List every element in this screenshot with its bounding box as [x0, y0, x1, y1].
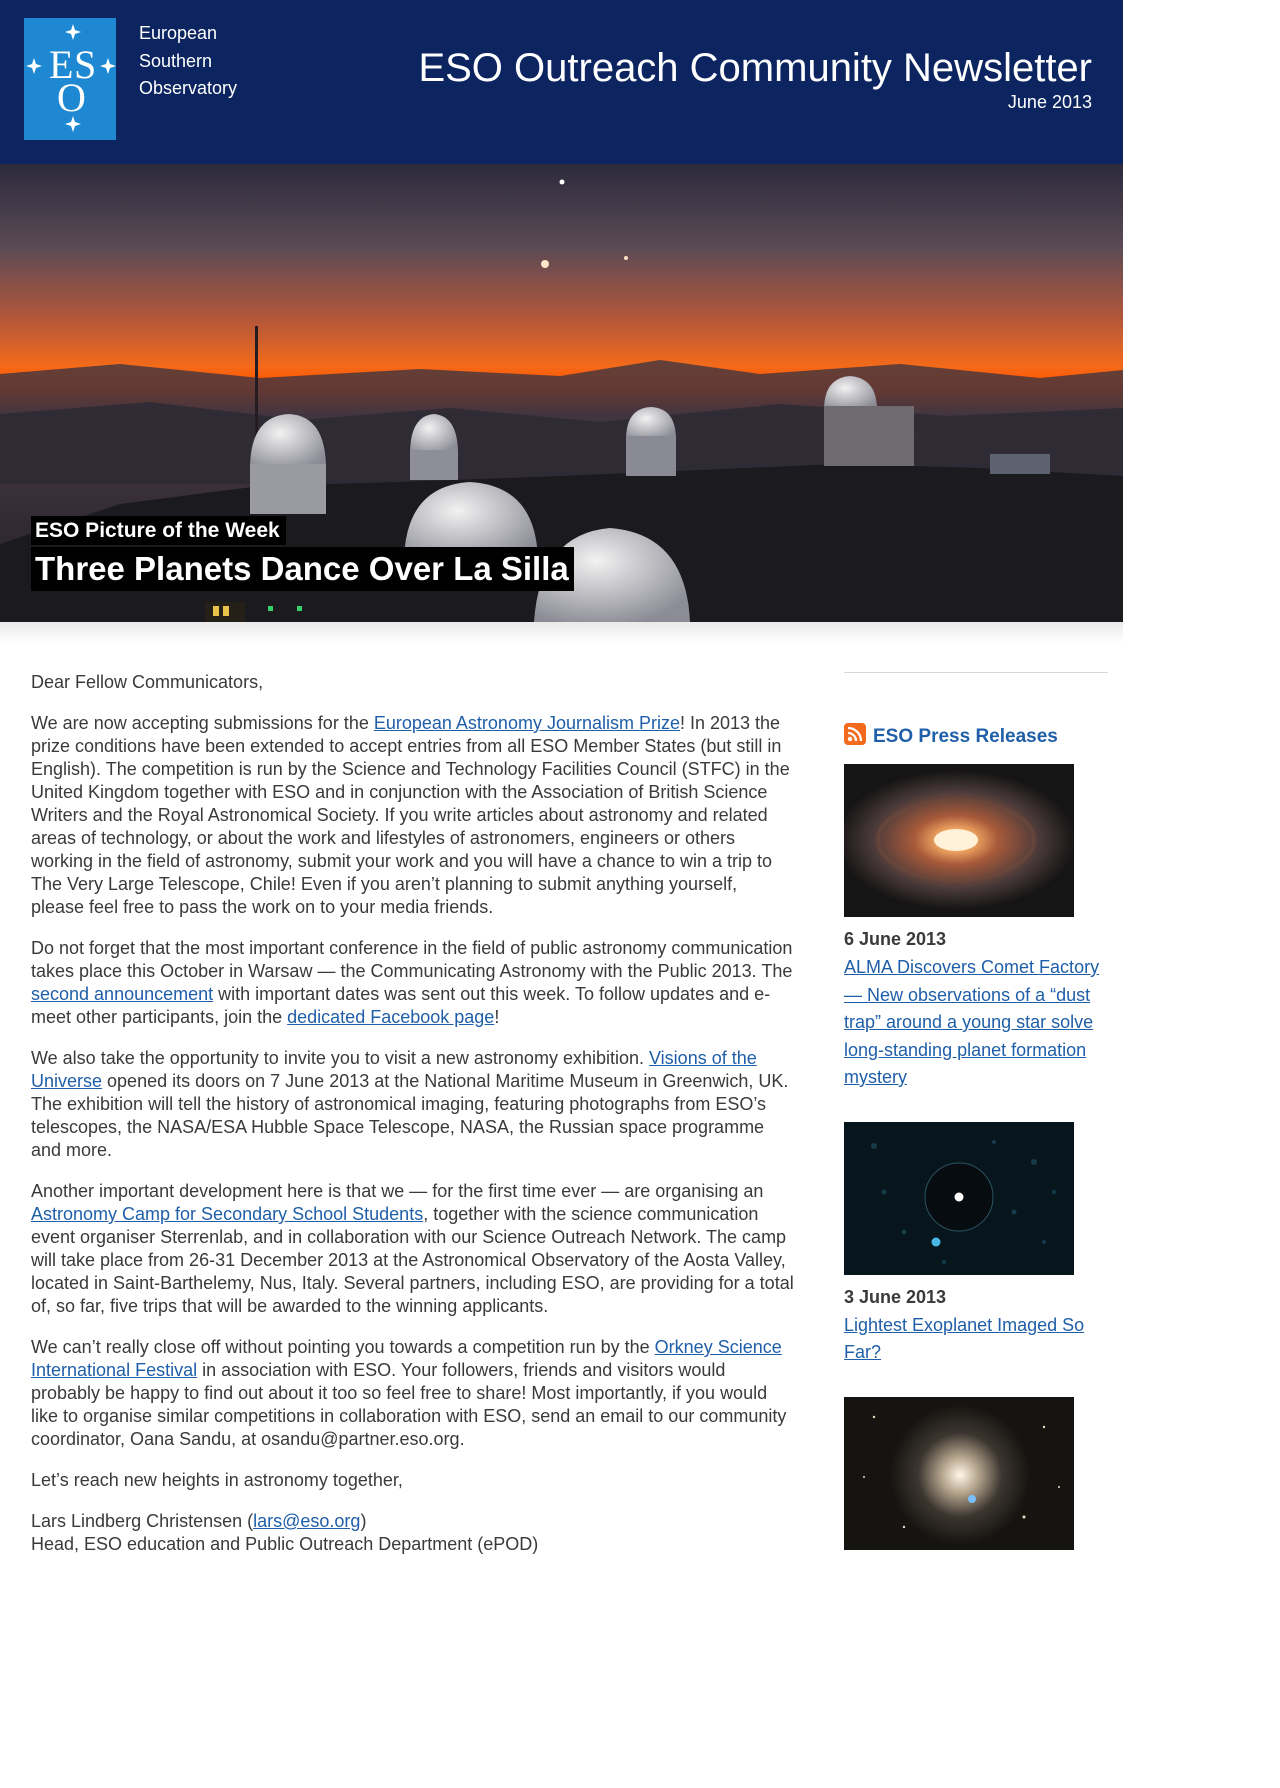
press-release-item	[844, 764, 1108, 1092]
p4-text-before: Another important development here is that we — for the first time ever — are organising an	[31, 1181, 764, 1201]
press-release-link[interactable]: Lightest Exoplanet Imaged So Far?	[844, 1314, 1085, 1362]
greeting: Dear Fellow Communicators,	[31, 672, 264, 692]
signature-role: Head, ESO education and Public Outreach Department (ePOD)	[31, 1534, 539, 1554]
paragraph-astronomy-camp	[31, 1180, 795, 1318]
p1-text-after: ! In 2013 the prize conditions have been extended to accept entries from all ESO Member States (but still in English). The competition is run by the Science and Technology Facilities Council (STFC) in the United Kingdom together with ESO and in conjunction with the Association of British Science Writers and the Royal Astronomical Society. If you write articles about astronomy and related areas of technology, or about the work and lifestyles of astronomers, engineers or others working in the field of astronomy, submit your work and you will have a chance to win a trip to The Very Large Telescope, Chile! Even if you aren’t planning to submit anything yourself, please feel free to pass the work on to your media friends.	[31, 713, 790, 917]
paragraph-exhibition	[31, 1047, 795, 1162]
newsletter-header	[0, 0, 1123, 164]
press-release-item	[844, 1122, 1108, 1367]
eso-logo-icon	[24, 18, 116, 140]
press-release-item	[844, 1397, 1108, 1550]
newsletter-body	[31, 671, 795, 1556]
orkney-festival-link[interactable]: Orkney Science International Festival	[31, 1337, 782, 1380]
visions-of-the-universe-link[interactable]: Visions of the Universe	[31, 1048, 757, 1091]
eso-logo[interactable]	[24, 18, 116, 140]
picture-of-the-week-title[interactable]: Three Planets Dance Over La Silla	[31, 547, 574, 591]
signature-email-link[interactable]: lars@eso.org	[253, 1511, 361, 1531]
organization-name	[139, 20, 237, 103]
press-release-image-exoplanet[interactable]	[844, 1122, 1074, 1275]
signature	[31, 1510, 795, 1556]
p5-text-before: We can’t really close off without pointing you towards a competition run by the	[31, 1337, 655, 1357]
p2-text-2: with important dates was sent out this week. To follow updates and e-meet other participants, join the	[31, 984, 771, 1027]
p4-text-after: , together with the science communication event organiser Sterrenlab, and in collaboration with our Science Outreach Network. The camp will take place from 26-31 December 2013 at the Astronomical Observatory of the Aosta Valley, located in Saint-Barthelemy, Nus, Italy. Several partners, including ESO, are providing for a total of, so far, five trips that will be awarded to the winning applicants.	[31, 1204, 794, 1316]
press-release-image-dust-disk[interactable]	[844, 764, 1074, 917]
closing-line: Let’s reach new heights in astronomy together,	[31, 1470, 403, 1490]
astronomy-camp-link[interactable]: Astronomy Camp for Secondary School Students	[31, 1204, 424, 1224]
press-release-date: 3 June 2013	[844, 1286, 947, 1307]
p1-text-before: We are now accepting submissions for the	[31, 713, 374, 733]
press-release-link[interactable]: ALMA Discovers Comet Factory — New observations of a “dust trap” around a young star solve long-standing planet formation mystery	[844, 957, 1100, 1087]
logo-letter-o: O	[57, 75, 86, 120]
org-line-3: Observatory	[139, 78, 238, 98]
org-line-2: Southern	[139, 50, 213, 71]
signature-paren: )	[360, 1511, 367, 1531]
paragraph-journalism-prize	[31, 712, 795, 919]
rss-feed-icon[interactable]	[844, 723, 866, 745]
newsletter-title: ESO Outreach Community Newsletter	[418, 46, 1092, 90]
picture-of-the-week-label: ESO Picture of the Week	[31, 516, 286, 545]
paragraph-cap-conference	[31, 937, 795, 1029]
p3-text-before: We also take the opportunity to invite you to visit a new astronomy exhibition.	[31, 1048, 649, 1068]
logo-letter-e: E	[49, 42, 74, 87]
p2-text-3: !	[494, 1007, 500, 1027]
second-announcement-link[interactable]: second announcement	[31, 984, 214, 1004]
sidebar	[844, 672, 1108, 1580]
journalism-prize-link[interactable]: European Astronomy Journalism Prize	[373, 713, 680, 733]
press-releases-heading[interactable]	[844, 722, 1108, 752]
press-release-date: 6 June 2013	[844, 929, 947, 949]
signature-name: Lars Lindberg Christensen (	[31, 1511, 254, 1531]
p3-text-after: opened its doors on 7 June 2013 at the National Maritime Museum in Greenwich, UK. The exhibition will tell the history of astronomical imaging, featuring photographs from ESO’s telescopes, the NASA/ESA Hubble Space Telescope, NASA, the Russian space programme and more.	[31, 1071, 789, 1160]
p5-text-after: in association with ESO. Your followers, friends and visitors would probably be happy to find out about it too so feel free to share! Most importantly, if you would like to organise similar competitions in collaboration with ESO, send an email to our community coordinator, Oana Sandu, at osandu@partner.eso.org.	[31, 1360, 787, 1449]
press-releases-title[interactable]: ESO Press Releases	[873, 726, 1058, 747]
logo-letter-s: S	[74, 42, 97, 87]
hero-shadow	[0, 622, 1123, 644]
p2-text-1: Do not forget that the most important conference in the field of public astronomy communication takes place this October in Warsaw — the Communicating Astronomy with the Public 2013. The	[31, 938, 793, 981]
newsletter-date: June 2013	[1007, 92, 1092, 112]
paragraph-orkney-competition	[31, 1336, 795, 1451]
org-line-1: European	[139, 23, 218, 43]
facebook-page-link[interactable]: dedicated Facebook page	[287, 1007, 495, 1027]
sidebar-divider	[844, 672, 1108, 673]
press-release-image-star-cluster[interactable]	[844, 1397, 1074, 1550]
